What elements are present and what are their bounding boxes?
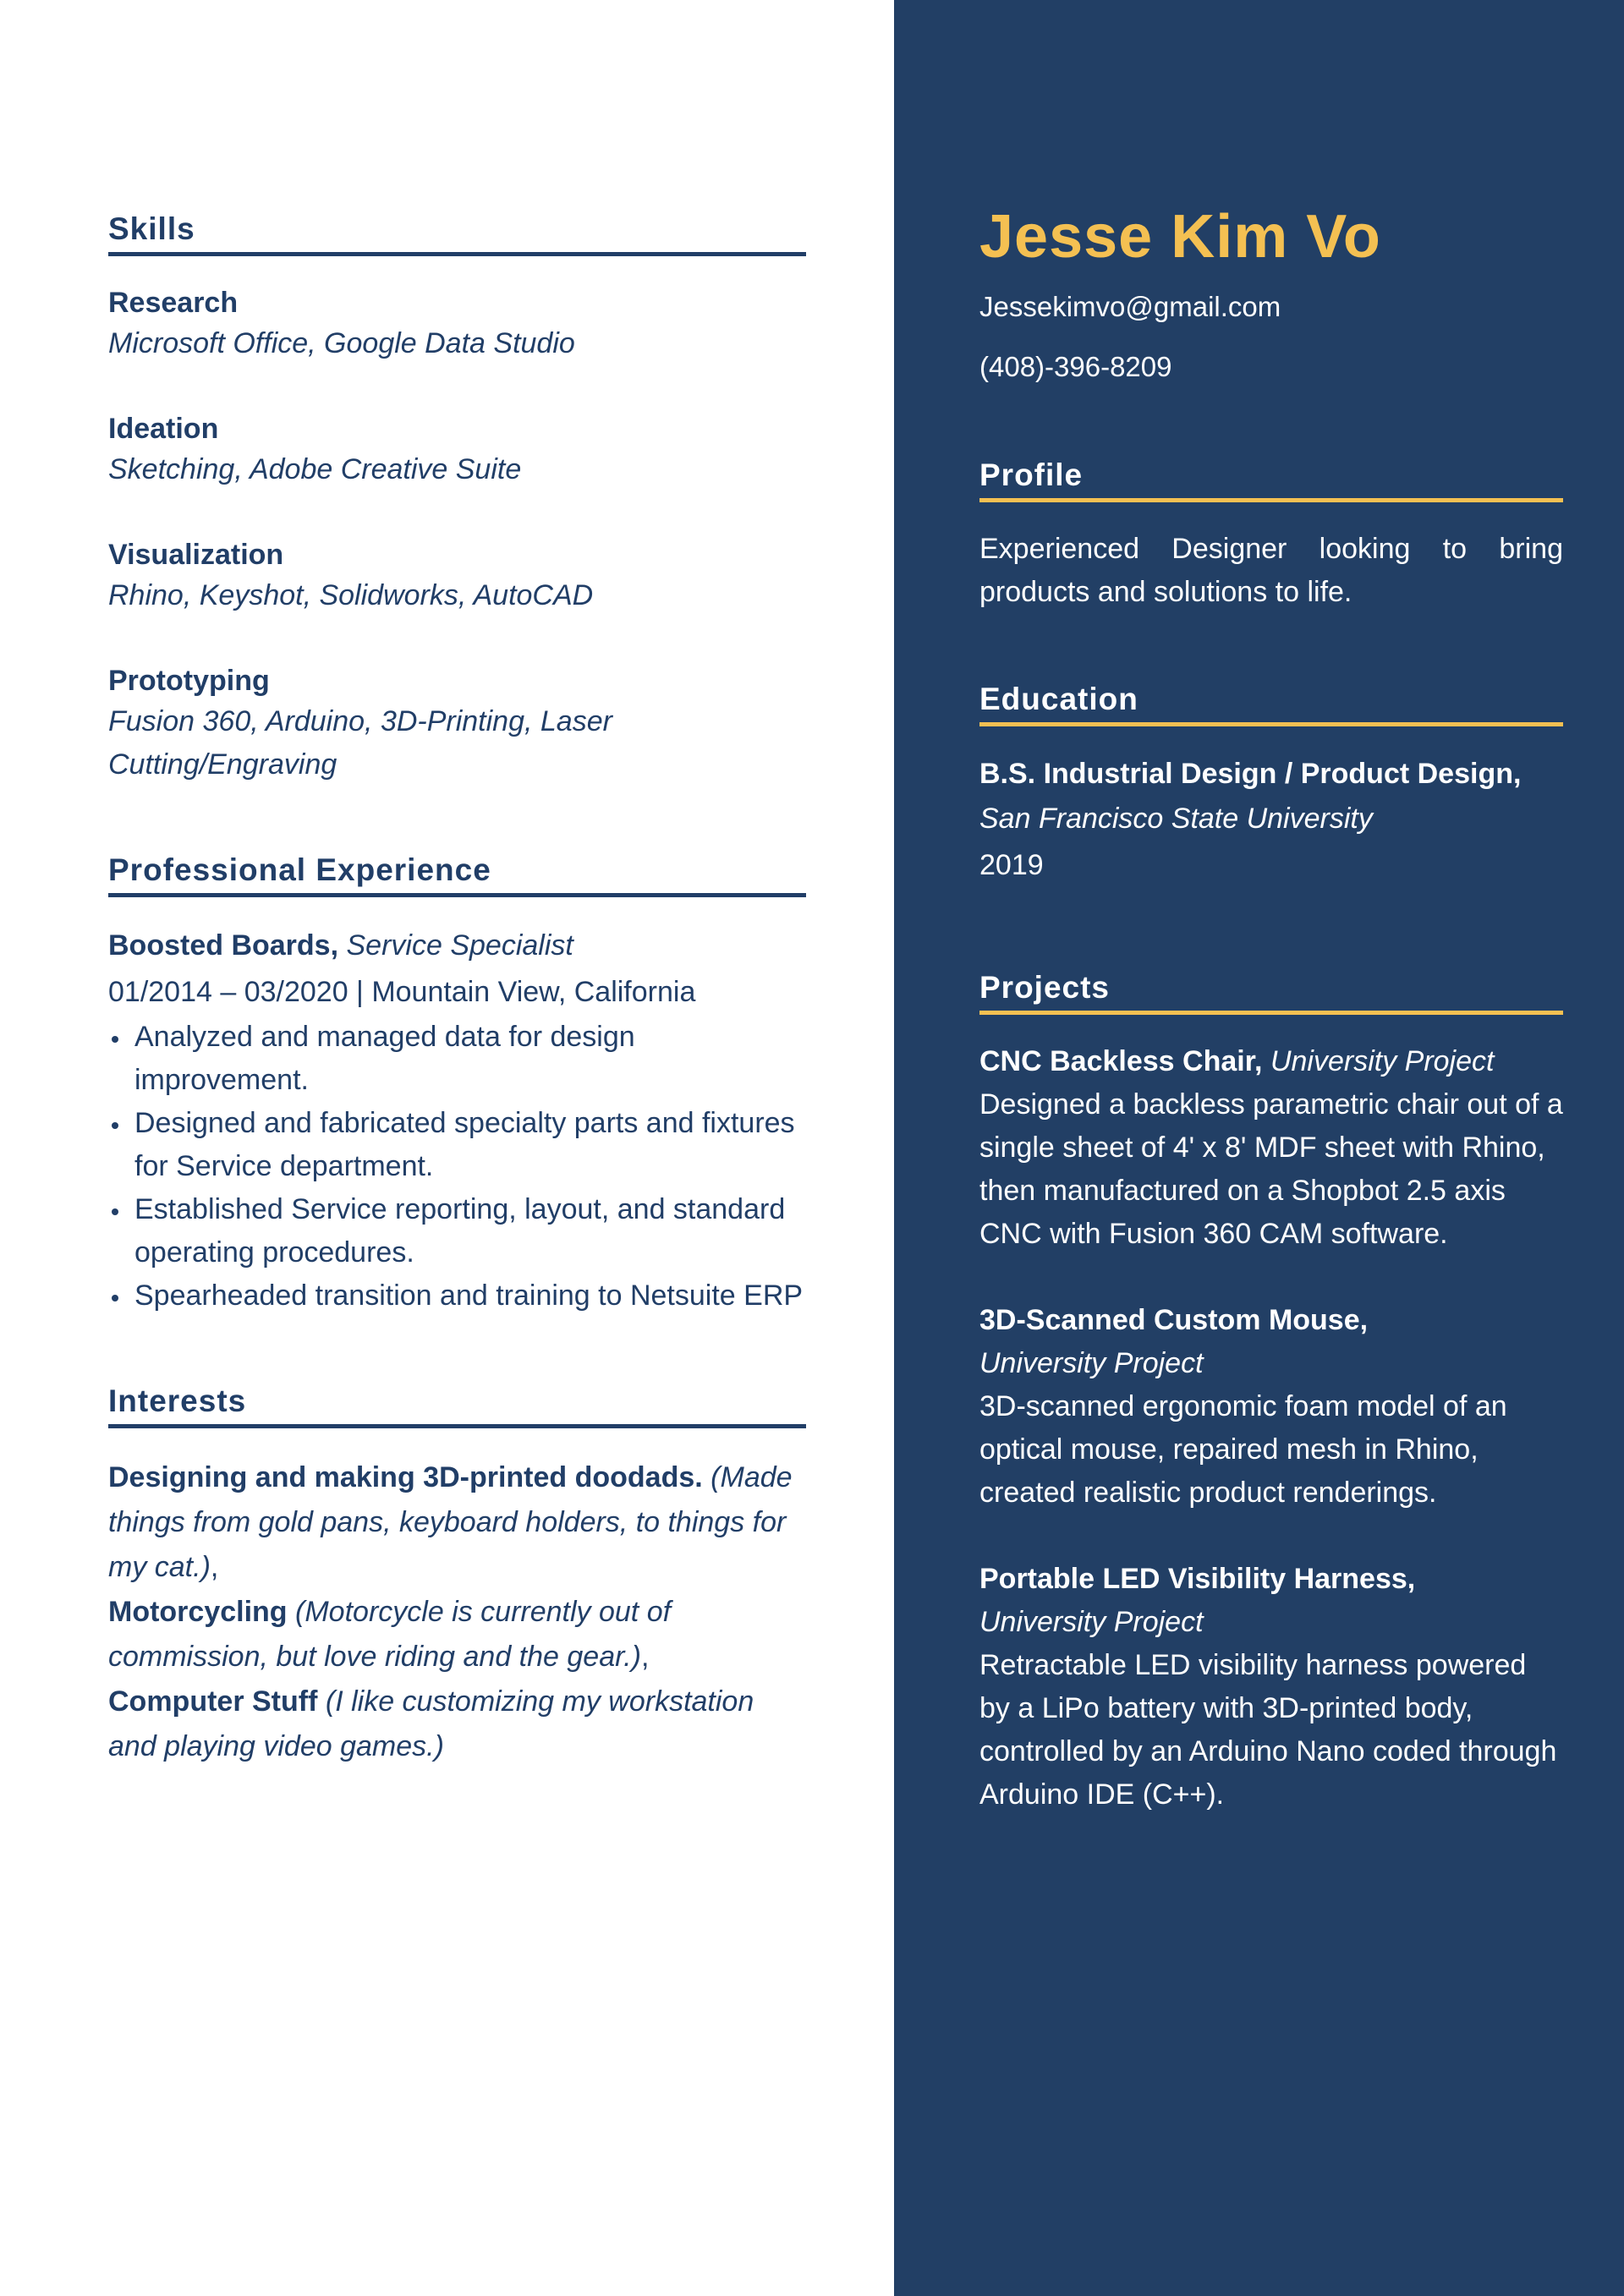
bullet-icon — [112, 1208, 118, 1215]
interests-section — [108, 1384, 806, 1769]
project-type: University Project — [1270, 1045, 1495, 1077]
education-title: Education — [979, 682, 1563, 726]
project-type: University Project — [979, 1606, 1204, 1638]
project-description: Retractable LED visibility harness powered by a LiPo battery with 3D-printed body, controlled by an Arduino Nano coded through Arduino IDE (C++). — [979, 1649, 1557, 1811]
project-name: 3D-Scanned Custom Mouse, — [979, 1304, 1369, 1336]
bullet-text: Designed and fabricated specialty parts and fixtures for Service department. — [134, 1107, 795, 1182]
degree: B.S. Industrial Design / Product Design, — [979, 758, 1522, 790]
company-name: Boosted Boards, — [108, 929, 339, 962]
skill-item — [108, 661, 806, 786]
project-item — [979, 1558, 1563, 1817]
interest-name: Motorcycling — [108, 1596, 288, 1628]
interest-detail: (Made things from gold pans, keyboard holders, to things for my cat.) — [108, 1461, 793, 1583]
bullet-icon — [112, 1036, 118, 1043]
skill-item — [108, 535, 806, 617]
interest-detail: (I like customizing my workstation and playing video games.) — [108, 1685, 754, 1762]
experience-section — [108, 852, 806, 1318]
graduation-year: 2019 — [979, 849, 1044, 881]
skill-tools: Rhino, Keyshot, Solidworks, AutoCAD — [108, 579, 594, 611]
bullet-icon — [112, 1295, 118, 1301]
bullet-text: Analyzed and managed data for design improvement. — [134, 1021, 635, 1096]
projects-section — [979, 970, 1563, 1817]
list-item — [108, 1102, 806, 1188]
right-content — [979, 199, 1563, 1817]
project-heading — [979, 1299, 1563, 1385]
education-degree-line — [979, 752, 1563, 841]
skill-item — [108, 283, 806, 365]
profile-title: Profile — [979, 458, 1563, 502]
project-item — [979, 1040, 1563, 1256]
list-item — [108, 1274, 806, 1318]
interest-separator: , — [640, 1641, 650, 1673]
interests-title: Interests — [108, 1384, 806, 1428]
project-heading — [979, 1040, 1563, 1083]
project-type: University Project — [979, 1347, 1204, 1379]
skill-tools: Microsoft Office, Google Data Studio — [108, 327, 575, 359]
phone-number: (408)-396-8209 — [979, 351, 1172, 382]
list-item — [108, 1188, 806, 1274]
skill-tools: Fusion 360, Arduino, 3D-Printing, Laser Cutting/Engraving — [108, 705, 612, 781]
profile-text: Experienced Designer looking to bring products and solutions to life. — [979, 533, 1563, 608]
interest-name: Computer Stuff — [108, 1685, 318, 1718]
projects-title: Projects — [979, 970, 1563, 1015]
job-role: Service Specialist — [346, 929, 573, 962]
left-content — [108, 211, 806, 1769]
profile-section — [979, 458, 1563, 614]
project-item — [979, 1299, 1563, 1515]
bullet-text: Spearheaded transition and training to Netsuite ERP — [134, 1280, 804, 1312]
email-address: Jessekimvo@gmail.com — [979, 291, 1281, 322]
bullet-text: Established Service reporting, layout, and standard operating procedures. — [134, 1193, 786, 1269]
project-name: Portable LED Visibility Harness, — [979, 1563, 1416, 1595]
skills-title: Skills — [108, 211, 806, 256]
bullet-icon — [112, 1122, 118, 1129]
interest-name: Designing and making 3D-printed doodads. — [108, 1461, 703, 1493]
skill-category: Ideation — [108, 413, 219, 445]
interests-text — [108, 1455, 806, 1769]
interest-separator: , — [210, 1551, 219, 1583]
right-column — [894, 0, 1624, 2296]
experience-bullets — [108, 1016, 806, 1318]
project-description: Designed a backless parametric chair out of a single sheet of 4' x 8' MDF sheet with Rhino, then manufactured on a Shopbot 2.5 axis CNC with Fusion 360 CAM software. — [979, 1088, 1563, 1250]
person-name: Jesse Kim Vo — [979, 203, 1381, 271]
interest-detail: (Motorcycle is currently out of commission, but love riding and the gear.) — [108, 1596, 672, 1673]
school: San Francisco State University — [979, 803, 1373, 835]
project-heading — [979, 1558, 1563, 1644]
skill-item — [108, 409, 806, 491]
project-description: 3D-scanned ergonomic foam model of an optical mouse, repaired mesh in Rhino, created realistic product renderings. — [979, 1390, 1507, 1509]
experience-title: Professional Experience — [108, 852, 806, 897]
list-item — [108, 1016, 806, 1102]
project-name: CNC Backless Chair, — [979, 1045, 1263, 1077]
skill-category: Prototyping — [108, 665, 270, 697]
dates-location: 01/2014 – 03/2020 | Mountain View, California — [108, 976, 696, 1008]
education-section — [979, 682, 1563, 889]
experience-heading — [108, 923, 806, 968]
skill-category: Visualization — [108, 539, 284, 571]
skill-category: Research — [108, 287, 239, 319]
skill-tools: Sketching, Adobe Creative Suite — [108, 453, 522, 485]
skills-section — [108, 211, 806, 786]
